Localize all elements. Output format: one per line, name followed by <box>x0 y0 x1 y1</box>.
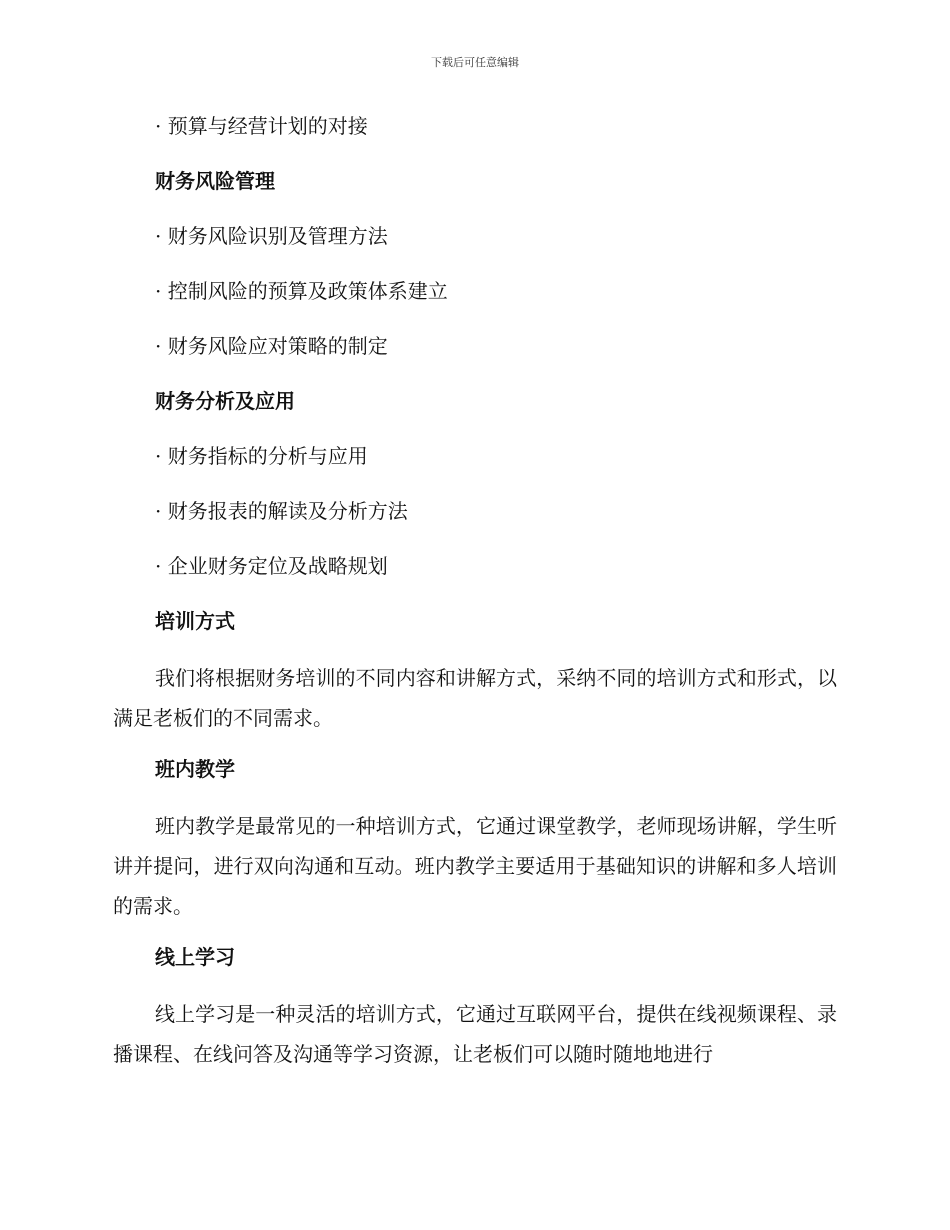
bullet-analysis-statements: · 财务报表的解读及分析方法 <box>155 499 408 523</box>
bullet-risk-strategy: · 财务风险应对策略的制定 <box>155 334 388 358</box>
page-header-note: 下载后可任意编辑 <box>431 56 519 69</box>
paragraph-classroom-teaching: 班内教学是最常见的一种培训方式，它通过课堂教学，老师现场讲解，学生听讲并提问，进行双向沟通和互动。班内教学主要适用于基础知识的讲解和多人培训的需求。 <box>113 814 837 918</box>
heading-financial-analysis: 财务分析及应用 <box>155 389 295 413</box>
bullet-risk-identification: · 财务风险识别及管理方法 <box>155 224 388 248</box>
paragraph-training-method: 我们将根据财务培训的不同内容和讲解方式，采纳不同的培训方式和形式，以满足老板们的不同需求。 <box>113 666 837 730</box>
bullet-analysis-indicators: · 财务指标的分析与应用 <box>155 444 368 468</box>
heading-online-learning: 线上学习 <box>155 945 235 969</box>
bullet-risk-budget-policy: · 控制风险的预算及政策体系建立 <box>155 279 448 303</box>
paragraph-online-learning: 线上学习是一种灵活的培训方式，它通过互联网平台，提供在线视频课程、录播课程、在线问答及沟通等学习资源，让老板们可以随时随地地进行 <box>113 1002 837 1066</box>
bullet-analysis-positioning: · 企业财务定位及战略规划 <box>155 554 388 578</box>
document-body <box>113 108 837 1087</box>
heading-classroom-teaching: 班内教学 <box>155 757 235 781</box>
bullet-budget-plan: · 预算与经营计划的对接 <box>155 114 368 138</box>
heading-training-method: 培训方式 <box>155 609 235 633</box>
heading-financial-risk: 财务风险管理 <box>155 169 275 193</box>
